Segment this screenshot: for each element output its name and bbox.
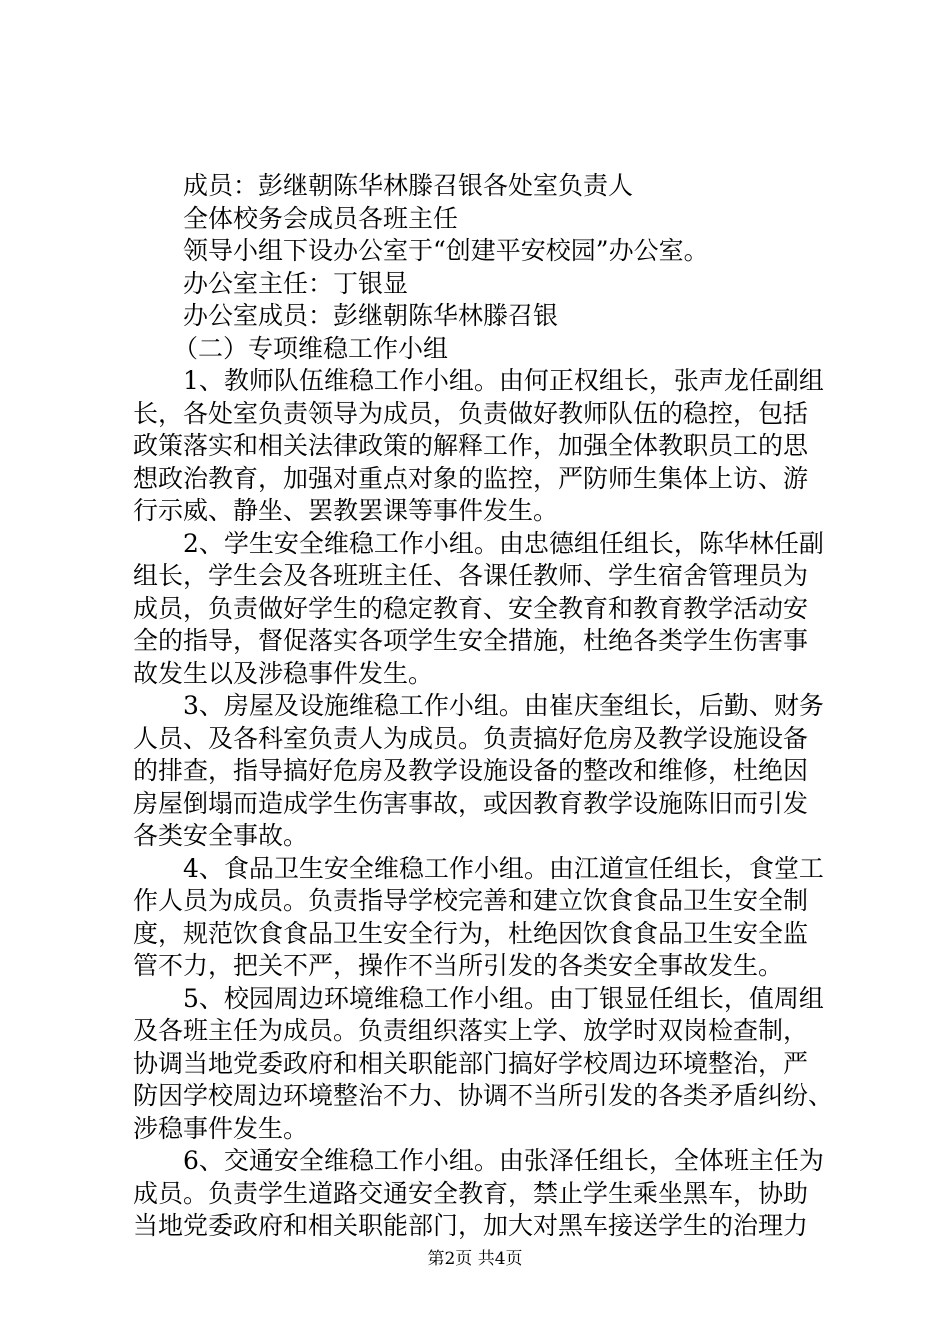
paragraph-line: 全的指导，督促落实各项学生安全措施，杜绝各类学生伤害事 [133, 626, 809, 655]
paragraph-line: 政策落实和相关法律政策的解释工作，加强全体教职员工的思 [133, 431, 809, 460]
members-line: 成员：彭继朝陈华林滕召银各处室负责人 [183, 171, 634, 200]
paragraph-line: 成员，负责做好学生的稳定教育、安全教育和教育教学活动安 [133, 593, 809, 623]
paragraph-line: 行示威、静坐、罢教罢课等事件发生。 [133, 496, 559, 525]
paragraph-line: 2、学生安全维稳工作小组。由忠德组任组长，陈华林任副 [183, 528, 824, 558]
paragraph-buildings [133, 690, 833, 853]
paragraph-line: 成员。负责学生道路交通安全教育，禁止学生乘坐黑车，协助 [133, 1178, 809, 1208]
paragraph-line: 及各班主任为成员。负责组织落实上学、放学时双岗检查制， [133, 1016, 809, 1045]
paragraph-traffic-safety [133, 1145, 833, 1243]
paragraph-line: 管不力，把关不严，操作不当所引发的各类安全事故发生。 [133, 951, 784, 980]
paragraph-line: 4、食品卫生安全维稳工作小组。由江道宣任组长，食堂工 [183, 853, 824, 883]
paragraph-line: 涉稳事件发生。 [133, 1113, 309, 1143]
paragraph-line: 作人员为成员。负责指导学校完善和建立饮食食品卫生安全制 [133, 886, 809, 915]
paragraph-line: 人员、及各科室负责人为成员。负责搞好危房及教学设施设备 [133, 723, 809, 753]
paragraph-line: 想政治教育，加强对重点对象的监控，严防师生集体上访、游 [133, 463, 809, 493]
paragraph-campus-surroundings [133, 983, 833, 1146]
paragraph-line: 组长，学生会及各班班主任、各课任教师、学生宿舍管理员为 [133, 561, 809, 590]
paragraph-line: 防因学校周边环境整治不力、协调不当所引发的各类矛盾纠纷、 [133, 1081, 834, 1110]
paragraph-line: 房屋倒塌而造成学生伤害事故，或因教育教学设施陈旧而引发 [133, 788, 809, 818]
office-director-line: 办公室主任：丁银显 [183, 268, 409, 298]
paragraph-line: 当地党委政府和相关职能部门，加大对黑车接送学生的治理力 [133, 1211, 809, 1240]
paragraph-student-safety [133, 528, 833, 691]
paragraph-teacher-team [133, 365, 833, 528]
office-members-line: 办公室成员：彭继朝陈华林滕召银 [183, 301, 559, 330]
paragraph-line: 各类安全事故。 [133, 821, 309, 850]
office-setup-line: 领导小组下设办公室于“创建平安校园”办公室。 [183, 236, 709, 265]
page-number: 第2页 共4页 [427, 1249, 523, 1269]
members-line-2: 全体校务会成员各班主任 [183, 203, 459, 233]
paragraph-line: 6、交通安全维稳工作小组。由张泽任组长，全体班主任为 [183, 1146, 824, 1175]
paragraph-line: 故发生以及涉稳事件发生。 [133, 658, 434, 688]
paragraph-line: 度，规范饮食食品卫生安全行为，杜绝因饮食食品卫生安全监 [133, 918, 809, 948]
paragraph-line: 1、教师队伍维稳工作小组。由何正权组长，张声龙任副组 [183, 366, 824, 395]
section-heading: （二）专项维稳工作小组 [173, 333, 449, 363]
paragraph-line: 的排查，指导搞好危房及教学设施设备的整改和维修，杜绝因 [133, 756, 809, 785]
paragraph-line: 3、房屋及设施维稳工作小组。由崔庆奎组长，后勤、财务 [183, 691, 824, 720]
paragraph-line: 协调当地党委政府和相关职能部门搞好学校周边环境整治，严 [133, 1048, 809, 1078]
paragraph-food-hygiene [133, 853, 833, 983]
document-body [133, 170, 833, 1243]
paragraph-line: 长，各处室负责领导为成员，负责做好教师队伍的稳控，包括 [133, 398, 809, 428]
paragraph-line: 5、校园周边环境维稳工作小组。由丁银显任组长，值周组 [183, 983, 824, 1013]
